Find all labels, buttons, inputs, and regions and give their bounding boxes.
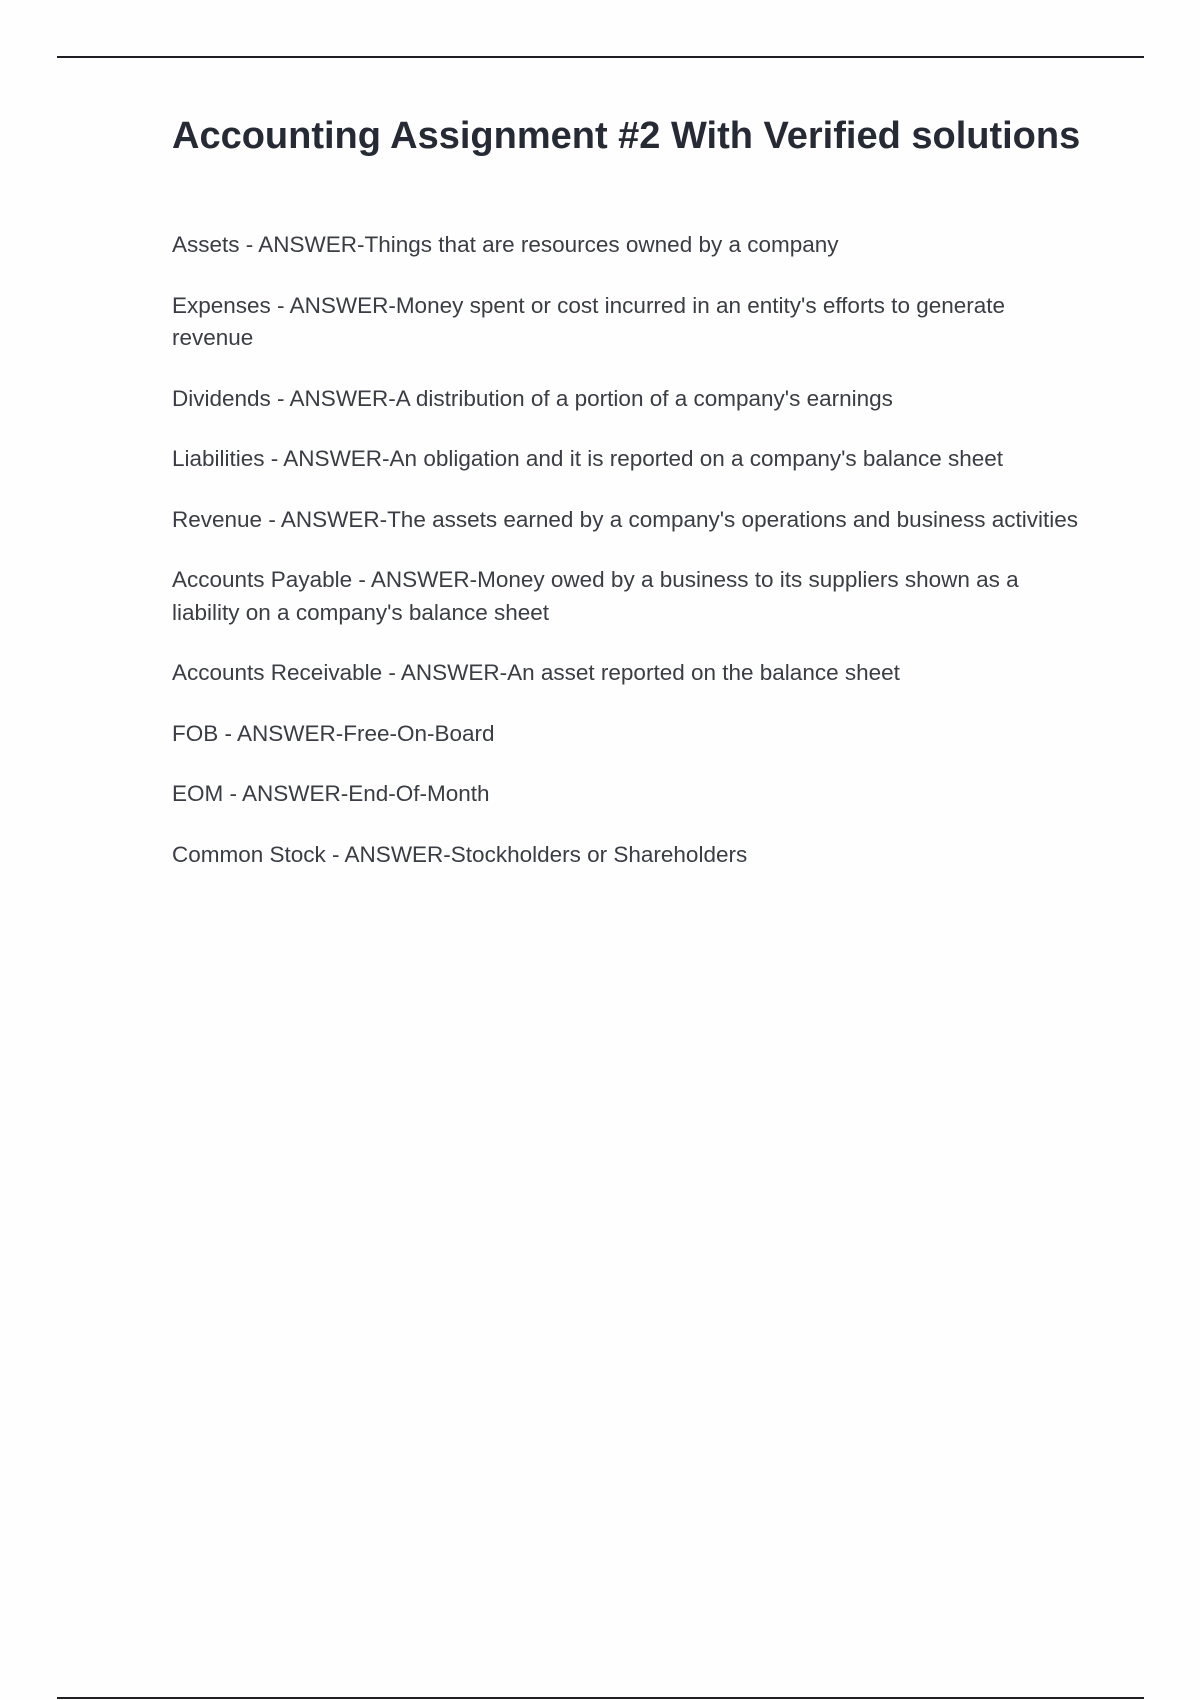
bottom-divider (57, 1697, 1144, 1699)
entry-dividends: Dividends - ANSWER-A distribution of a portion of a company's earnings (172, 385, 893, 411)
document-body (172, 110, 1092, 899)
top-divider (57, 56, 1144, 58)
entry-accounts-receivable: Accounts Receivable - ANSWER-An asset reported on the balance sheet (172, 660, 900, 685)
entry-fob: FOB - ANSWER-Free-On-Board (172, 720, 495, 746)
entry-liabilities: Liabilities - ANSWER-An obligation and it is reported on a company's balance sheet (172, 446, 1003, 471)
entry-expenses: Expenses - ANSWER-Money spent or cost incurred in an entity's efforts to generate revenue (172, 292, 1006, 350)
entry-list (172, 229, 1092, 871)
entry-assets: Assets - ANSWER-Things that are resources owned by a company (172, 232, 839, 257)
entry-common-stock: Common Stock - ANSWER-Stockholders or Shareholders (172, 841, 748, 867)
document-title: Accounting Assignment #2 With Verified solutions (172, 115, 1081, 157)
entry-accounts-payable: Accounts Payable - ANSWER-Money owed by a business to its suppliers shown as a liability on a company's balance sheet (172, 567, 1019, 625)
entry-eom: EOM - ANSWER-End-Of-Month (172, 781, 490, 806)
entry-revenue: Revenue - ANSWER-The assets earned by a company's operations and business activities (172, 506, 1078, 532)
